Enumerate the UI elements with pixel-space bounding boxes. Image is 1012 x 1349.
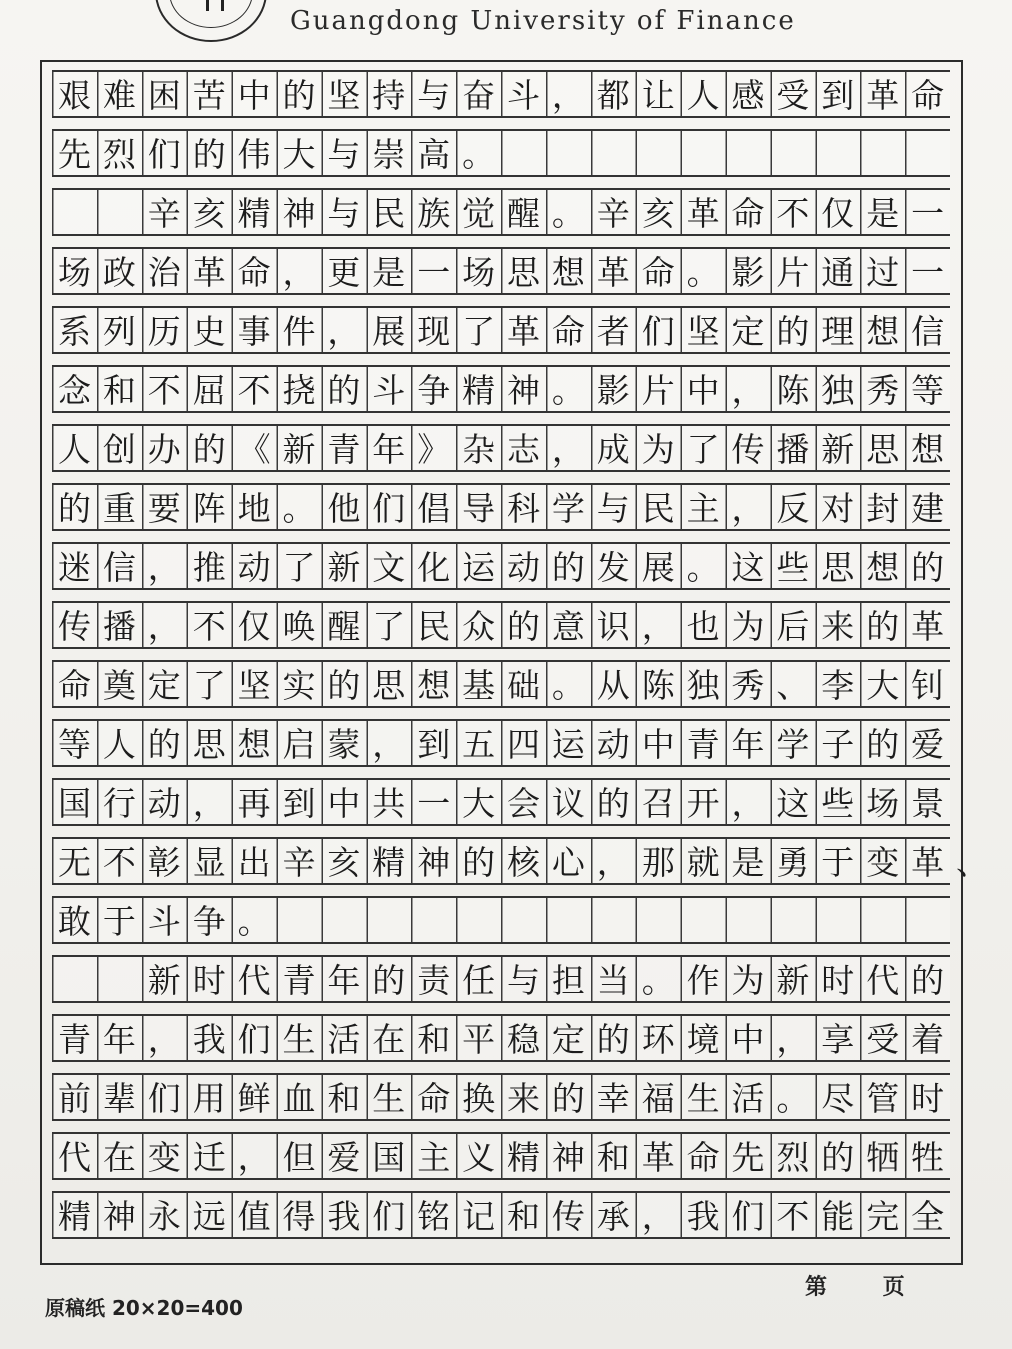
essay-line: 代在变迁，但爱国主义精神和革命先烈的牺牲 bbox=[58, 1138, 956, 1177]
essay-line: 无不彰显出辛亥精神的核心，那就是勇于变革、 bbox=[58, 843, 1001, 882]
essay-line: 人创办的《新青年》杂志，成为了传播新思想 bbox=[58, 430, 956, 469]
grid-row bbox=[52, 542, 956, 590]
essay-line: 的重要阵地。他们倡导科学与民主，反对封建 bbox=[58, 489, 956, 528]
grid-row bbox=[52, 719, 956, 767]
grid-row bbox=[52, 306, 956, 354]
grid-row bbox=[52, 188, 956, 236]
essay-line: 先烈们的伟大与崇高。 bbox=[58, 135, 507, 174]
essay-line: 新时代青年的责任与担当。作为新时代的 bbox=[58, 961, 956, 1000]
grid-row bbox=[52, 1191, 956, 1239]
grid-row bbox=[52, 778, 956, 826]
grid-row bbox=[52, 129, 950, 177]
grid-row bbox=[52, 1014, 956, 1062]
essay-line: 等人的思想启蒙，到五四运动中青年学子的爱 bbox=[58, 725, 956, 764]
essay-line: 传播，不仅唤醒了民众的意识，也为后来的革 bbox=[58, 607, 956, 646]
grid-row bbox=[52, 70, 956, 118]
grid-row bbox=[52, 1132, 956, 1180]
grid-row bbox=[52, 1073, 956, 1121]
essay-line: 命奠定了坚实的思想基础。从陈独秀、李大钊 bbox=[58, 666, 956, 705]
essay-line: 迷信，推动了新文化运动的发展。这些思想的 bbox=[58, 548, 956, 587]
grid-row bbox=[52, 837, 1001, 885]
grid-row bbox=[52, 955, 956, 1003]
paper-spec-label: 原稿纸 20×20=400 bbox=[45, 1296, 243, 1320]
manuscript-grid bbox=[52, 70, 1001, 1260]
essay-line: 敢于斗争。 bbox=[58, 902, 283, 941]
essay-line: 场政治革命，更是一场思想革命。影片通过一 bbox=[58, 253, 956, 292]
grid-row bbox=[52, 247, 956, 295]
logo-inner-ring bbox=[169, 0, 253, 28]
essay-line: 国行动，再到中共一大会议的召开，这些场景 bbox=[58, 784, 956, 823]
grid-row bbox=[52, 660, 956, 708]
essay-line: 前辈们用鲜血和生命换来的幸福生活。尽管时 bbox=[58, 1079, 956, 1118]
logo-emblem-mark bbox=[206, 0, 224, 11]
essay-line: 念和不屈不挠的斗争精神。影片中，陈独秀等 bbox=[58, 371, 956, 410]
university-name: Guangdong University of Finance bbox=[290, 6, 796, 36]
grid-row bbox=[52, 483, 956, 531]
grid-row bbox=[52, 424, 956, 472]
essay-line: 精神永远值得我们铭记和传承，我们不能完全 bbox=[58, 1197, 956, 1236]
grid-row bbox=[52, 601, 956, 649]
essay-line: 辛亥精神与民族觉醒。辛亥革命不仅是一 bbox=[58, 194, 956, 233]
grid-row bbox=[52, 365, 956, 413]
essay-line: 青年，我们生活在和平稳定的环境中，享受着 bbox=[58, 1020, 956, 1059]
university-logo bbox=[155, 0, 267, 42]
essay-line: 艰难困苦中的坚持与奋斗，都让人感受到革命 bbox=[58, 76, 956, 115]
essay-line: 系列历史事件，展现了革命者们坚定的理想信 bbox=[58, 312, 956, 351]
page-number-label: 第 页 bbox=[805, 1275, 905, 1300]
grid-row bbox=[52, 896, 950, 944]
